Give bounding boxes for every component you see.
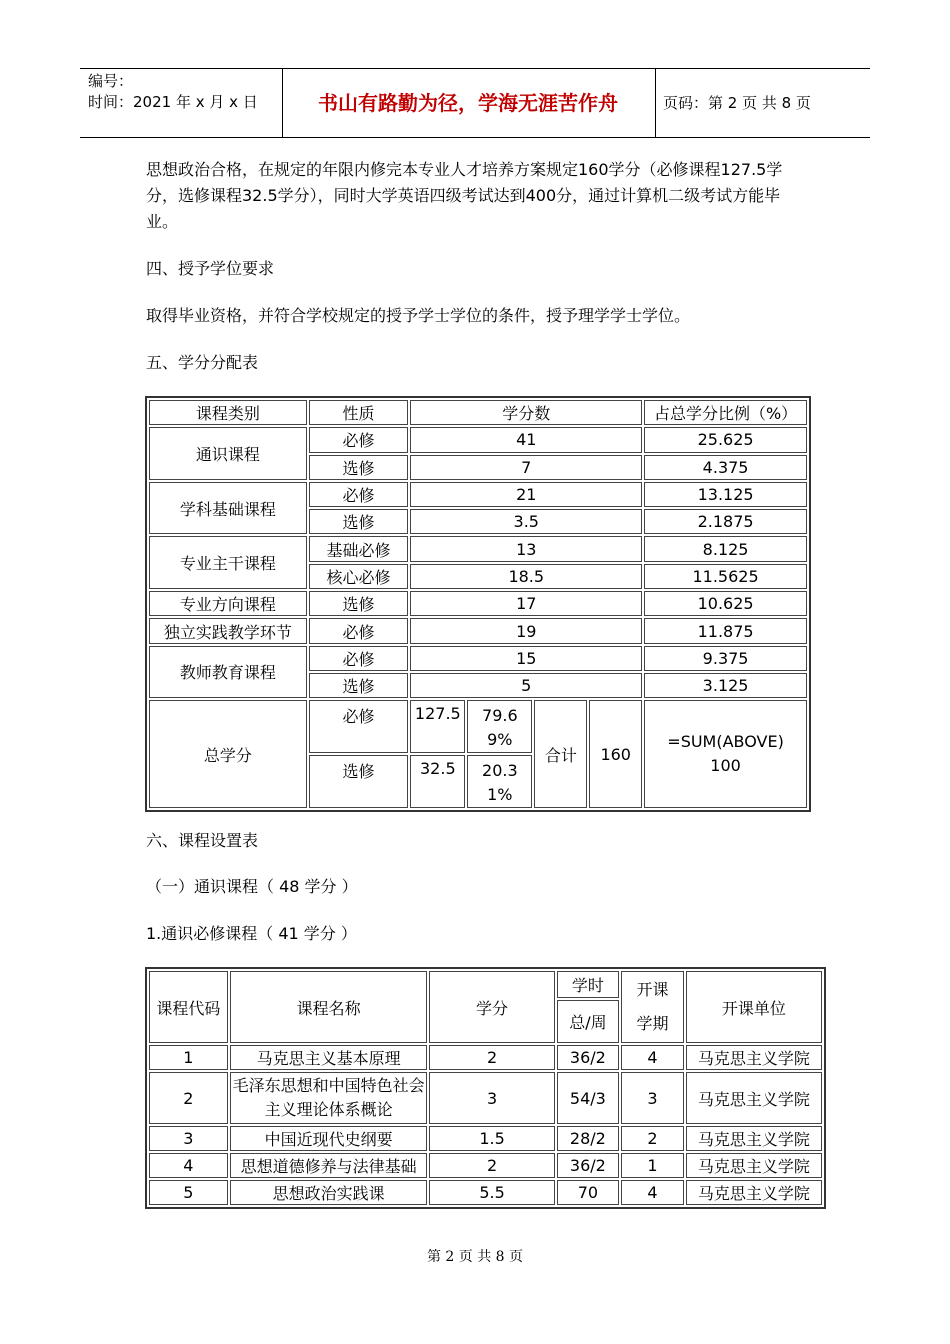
credits-cell: 13: [410, 536, 642, 561]
table-row: [149, 1126, 822, 1151]
ratio-formula-cell: [644, 700, 807, 808]
name-cell: 毛泽东思想和中国特色社会主义理论体系概论: [230, 1072, 428, 1124]
header-cell: 课程代码: [149, 971, 228, 1043]
category-cell: 专业主干课程: [149, 536, 307, 589]
name-cell: 马克思主义基本原理: [230, 1045, 428, 1070]
divider: [655, 69, 656, 137]
hours-cell: 36/2: [557, 1045, 620, 1070]
type-cell: 必修: [309, 646, 409, 671]
degree-requirements: 取得毕业资格，并符合学校规定的授予学士学位的条件，授予理学学士学位。: [146, 306, 691, 325]
table-row: [149, 618, 807, 643]
header-cell: [621, 971, 684, 1043]
motto: 书山有路勤为径，学海无涯苦作舟: [318, 91, 618, 115]
total-label: 总学分: [149, 700, 307, 808]
ratio-cell: 10.625: [644, 591, 807, 616]
type-cell: 选修: [309, 673, 409, 698]
header-cell: 开课单位: [686, 971, 822, 1043]
term-cell: 2: [621, 1126, 684, 1151]
category-cell: 教师教育课程: [149, 646, 307, 699]
formula-value: 100: [710, 756, 741, 776]
percent-cell: 20.31%: [467, 755, 532, 808]
ratio-cell: 11.875: [644, 618, 807, 643]
term-header-top: 开课: [636, 980, 669, 999]
credit-cell: 2: [429, 1045, 554, 1070]
name-cell: 思想政治实践课: [230, 1180, 428, 1205]
sum-formula: =SUM(ABOVE): [667, 732, 784, 752]
section-heading-degree: 四、授予学位要求: [146, 259, 275, 278]
header-cell: 占总学分比例（%）: [644, 400, 807, 425]
ratio-cell: 11.5625: [644, 564, 807, 589]
type-cell: 选修: [309, 455, 409, 480]
type-cell: 选修: [309, 509, 409, 534]
type-cell: 核心必修: [309, 564, 409, 589]
table-row: [149, 536, 807, 561]
name-cell: 思想道德修养与法律基础: [230, 1153, 428, 1178]
dept-cell: 马克思主义学院: [686, 1180, 822, 1205]
ratio-cell: 9.375: [644, 646, 807, 671]
hours-cell: 28/2: [557, 1126, 620, 1151]
credits-cell: 41: [410, 427, 642, 452]
ratio-cell: 13.125: [644, 482, 807, 507]
table-header-row: [149, 400, 807, 425]
table-row: [149, 1180, 822, 1205]
credits-cell: 127.5: [410, 700, 465, 753]
term-cell: 4: [621, 1180, 684, 1205]
ratio-cell: 3.125: [644, 673, 807, 698]
code-cell: 5: [149, 1180, 228, 1205]
credit-cell: 5.5: [429, 1180, 554, 1205]
page-footer: 第 2 页 共 8 页: [426, 1249, 524, 1265]
credit-cell: 3: [429, 1072, 554, 1124]
code-cell: 2: [149, 1072, 228, 1124]
graduation-requirements: 思想政治合格，在规定的年限内修完本专业人才培养方案规定160学分（必修课程127.5学分，选修课程32.5学分），同时大学英语四级考试达到400分，通过计算机二级考试方能毕业。: [146, 160, 783, 231]
type-cell: 必修: [309, 482, 409, 507]
subsection-general-required: 1.通识必修课程（ 41 学分 ）: [146, 924, 357, 943]
credits-cell: 7: [410, 455, 642, 480]
hours-cell: 54/3: [557, 1072, 620, 1124]
header-cell: 学分: [429, 971, 554, 1043]
dept-cell: 马克思主义学院: [686, 1126, 822, 1151]
ratio-cell: 2.1875: [644, 509, 807, 534]
table-row: [149, 1072, 822, 1124]
dept-cell: 马克思主义学院: [686, 1153, 822, 1178]
page-header: [80, 68, 870, 138]
type-cell: 必修: [309, 618, 409, 643]
ratio-cell: 25.625: [644, 427, 807, 452]
term-header-bottom: 学期: [636, 1014, 669, 1033]
category-cell: 独立实践教学环节: [149, 618, 307, 643]
sum-value: 160: [589, 700, 642, 808]
credits-cell: 17: [410, 591, 642, 616]
header-cell: 总/周: [557, 1000, 620, 1043]
sum-label: 合计: [534, 700, 587, 808]
name-cell: 中国近现代史纲要: [230, 1126, 428, 1151]
credits-cell: 3.5: [410, 509, 642, 534]
term-cell: 3: [621, 1072, 684, 1124]
type-cell: 基础必修: [309, 536, 409, 561]
number-label: 编号：: [88, 72, 134, 90]
time-label: 时间：2021 年 x 月 x 日: [88, 93, 258, 111]
category-cell: 通识课程: [149, 427, 307, 480]
table-row: [149, 591, 807, 616]
type-cell: 必修: [309, 700, 409, 753]
header-cell: 课程类别: [149, 400, 307, 425]
ratio-cell: 4.375: [644, 455, 807, 480]
credits-cell: 21: [410, 482, 642, 507]
dept-cell: 马克思主义学院: [686, 1072, 822, 1124]
table-row: [149, 427, 807, 452]
code-cell: 3: [149, 1126, 228, 1151]
credit-distribution-table: [145, 396, 811, 812]
subsection-general-courses: （一）通识课程（ 48 学分 ）: [146, 877, 358, 896]
table-header-row: [149, 971, 822, 998]
total-row: [149, 700, 807, 753]
term-cell: 4: [621, 1045, 684, 1070]
hours-cell: 70: [557, 1180, 620, 1205]
type-cell: 必修: [309, 427, 409, 452]
header-cell: 课程名称: [230, 971, 428, 1043]
credits-cell: 32.5: [410, 755, 465, 808]
page-label: 页码：第 2 页 共 8 页: [663, 94, 811, 112]
section-heading-course-table: 六、课程设置表: [146, 831, 259, 850]
table-row: [149, 482, 807, 507]
course-table: [145, 967, 826, 1209]
credit-cell: 2: [429, 1153, 554, 1178]
credit-cell: 1.5: [429, 1126, 554, 1151]
credits-cell: 5: [410, 673, 642, 698]
type-cell: 选修: [309, 755, 409, 808]
category-cell: 学科基础课程: [149, 482, 307, 535]
table-row: [149, 646, 807, 671]
credits-cell: 18.5: [410, 564, 642, 589]
code-cell: 4: [149, 1153, 228, 1178]
type-cell: 选修: [309, 591, 409, 616]
section-heading-credit-table: 五、学分分配表: [146, 353, 259, 372]
header-cell: 学时: [557, 971, 620, 998]
credits-cell: 15: [410, 646, 642, 671]
code-cell: 1: [149, 1045, 228, 1070]
dept-cell: 马克思主义学院: [686, 1045, 822, 1070]
ratio-cell: 8.125: [644, 536, 807, 561]
header-cell: 性质: [309, 400, 409, 425]
term-cell: 1: [621, 1153, 684, 1178]
table-row: [149, 1153, 822, 1178]
credits-cell: 19: [410, 618, 642, 643]
table-row: [149, 1045, 822, 1070]
header-meta: [88, 71, 283, 113]
category-cell: 专业方向课程: [149, 591, 307, 616]
header-cell: 学分数: [410, 400, 642, 425]
hours-cell: 36/2: [557, 1153, 620, 1178]
percent-cell: 79.69%: [467, 700, 532, 753]
